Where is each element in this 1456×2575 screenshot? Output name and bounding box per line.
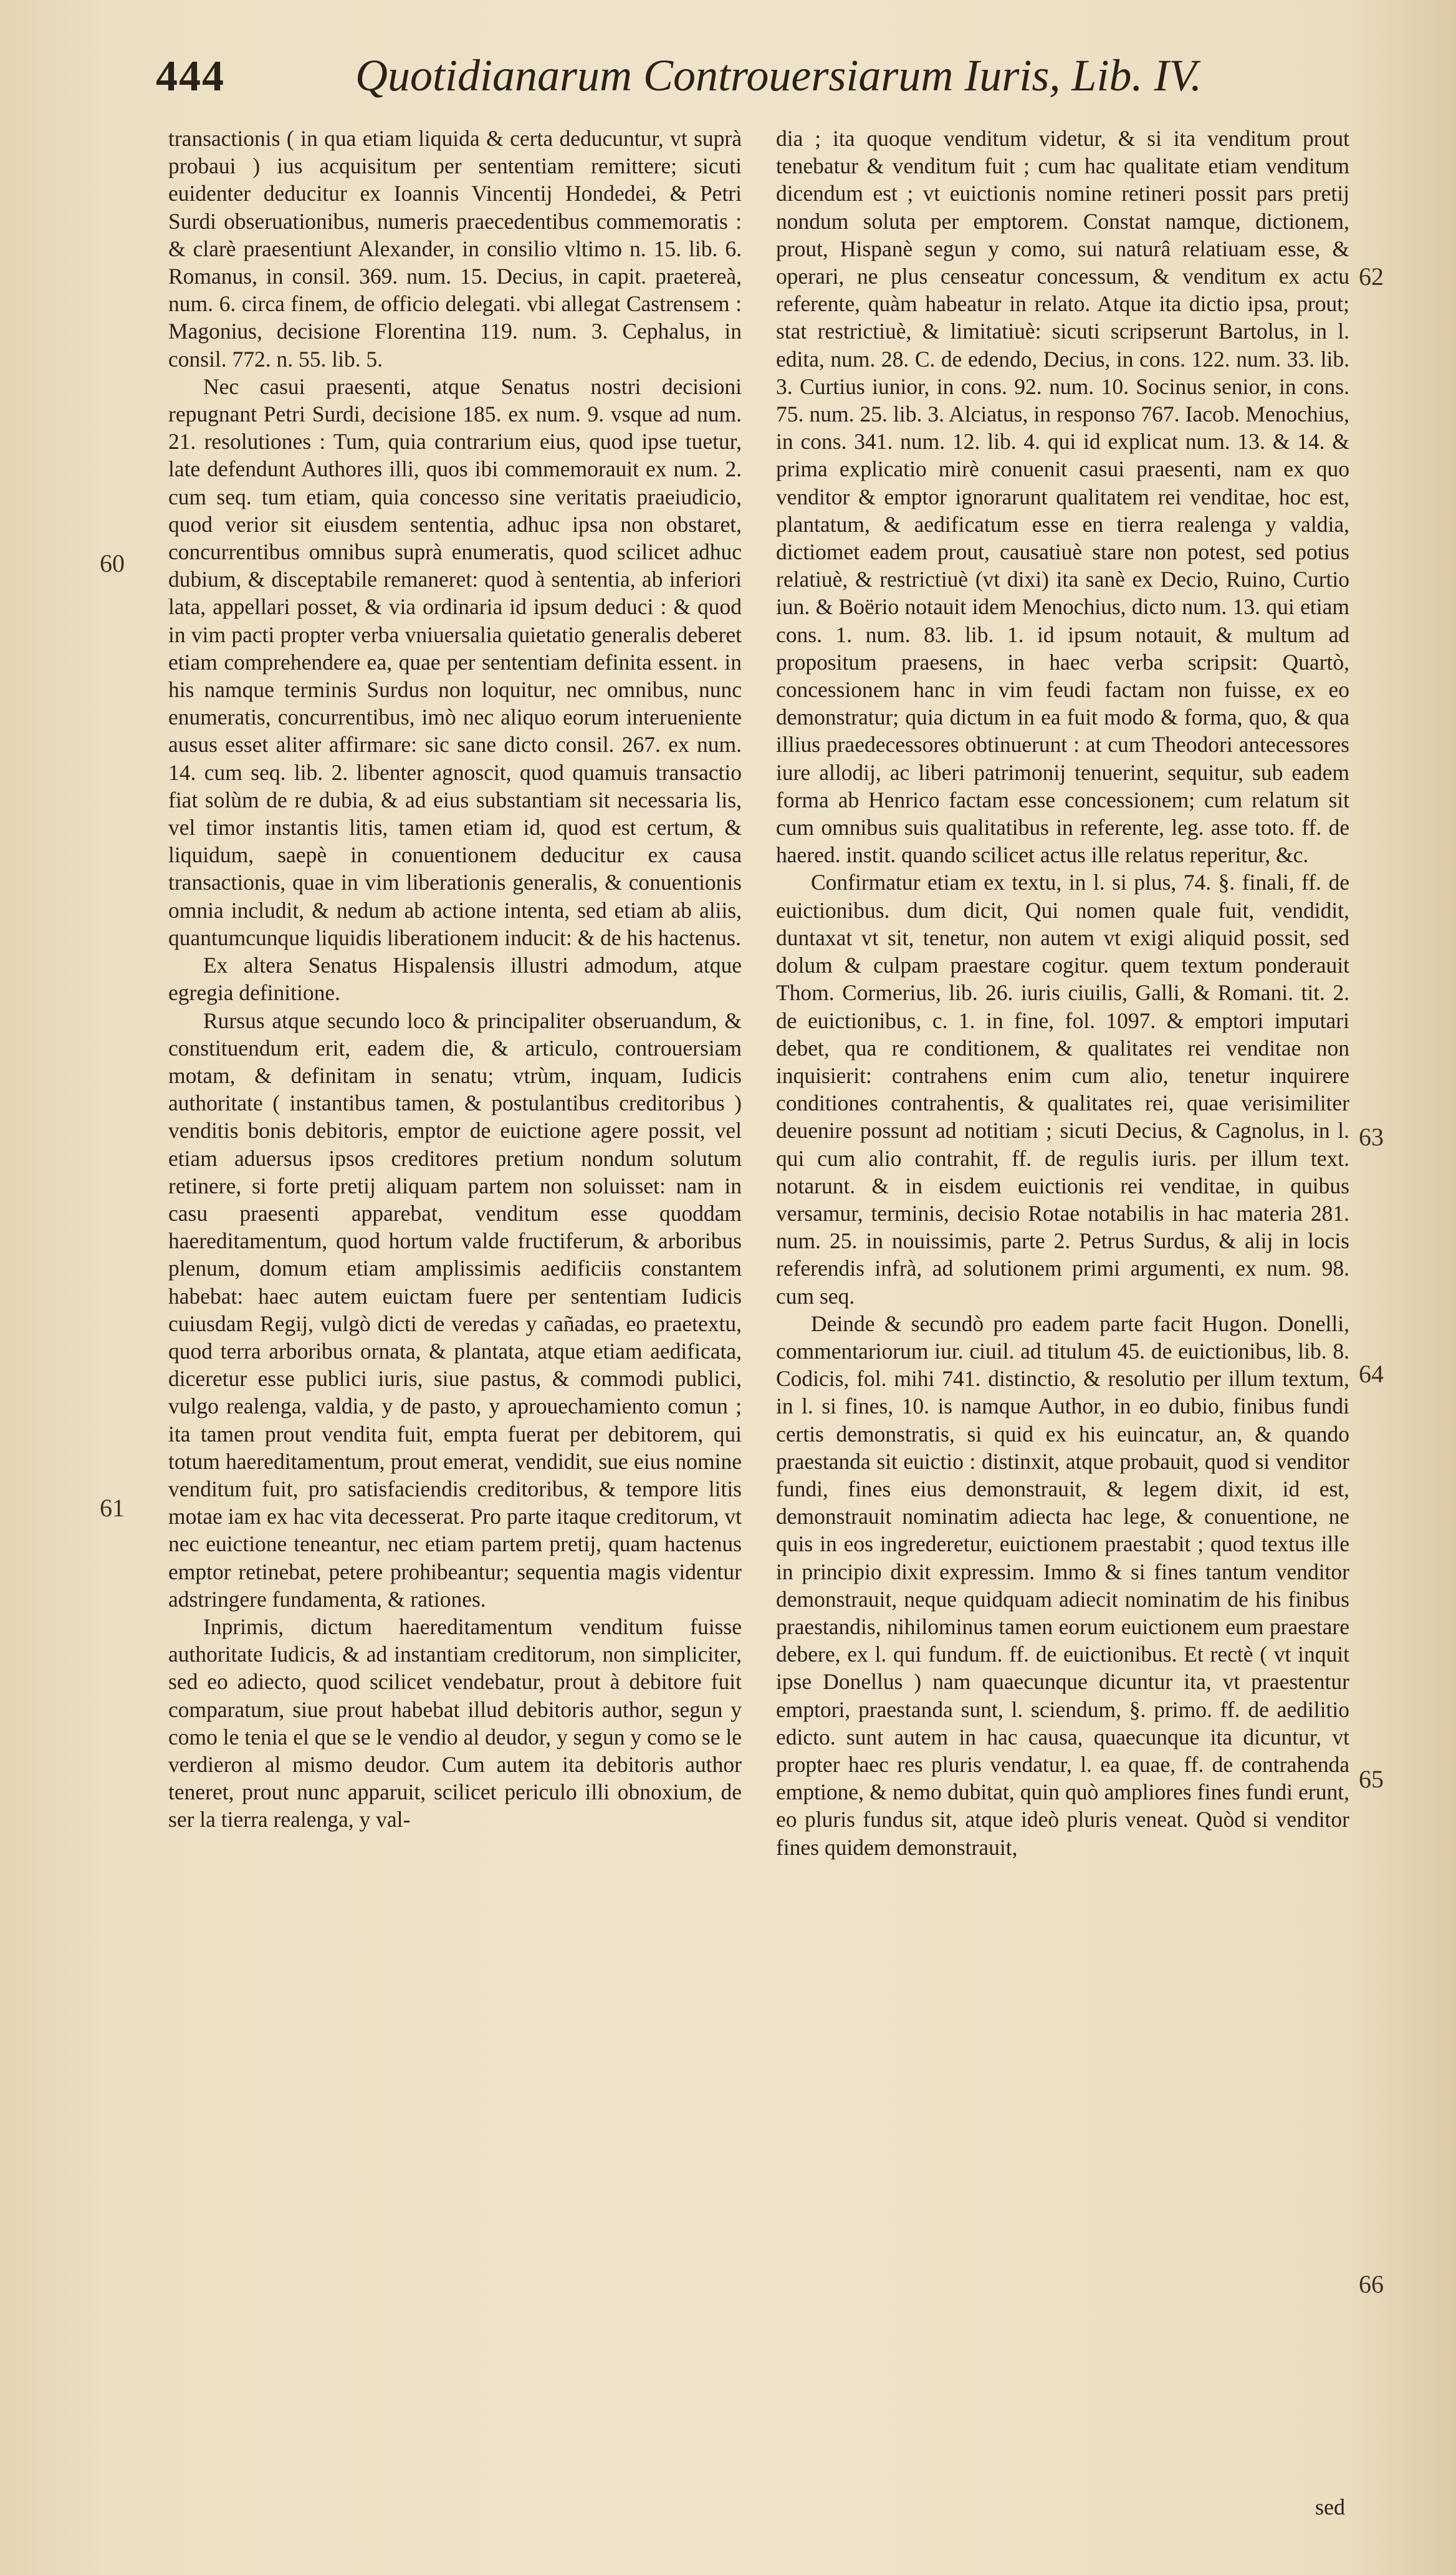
- paragraph: Rursus atque secundo loco & principaliter obseruandum, & constituendum erit, eadem die, & articulo, controuersiam motam, & definitam in senatu; vtrùm, inquam, Iudicis authoritate ( instantibus tamen, & postulantibus creditoribus ) venditis bonis debitoris, emptor de euictione agere possit, vel etiam aduersus ipsos creditores pretium nondum solutum retinere, si forte pretij aliquam partem non soluisset: nam in casu praesenti apparebat, venditum esse quoddam haereditamentum, quod hortum valde fructiferum, & arboribus plenum, domum etiam amplissimis aedificiis constantem habebat: haec autem euictam fuere per sententiam Iudicis cuiusdam Regij, vulgò dicti de veredas y cañadas, eo praetextu, quod terra arboribus ornata, & plantata, atque etiam aedificata, diceretur esse publici iuris, siue pastus, & commodi publici, vulgo realenga, valdia, y de pasto, y aprouechamiento comun ; ita tamen prout vendita fuit, empta fuerat per debitorem, qui totum haereditamentum, prout emerat, vendidit, sue eius nomine venditum fuit, pro satisfaciendis creditoribus, & tempore litis motae iam ex hac vita decesserat. Pro parte itaque creditorum, vt nec euictione teneantur, nec etiam partem pretij, quam hactenus emptor retinebat, petere prohibeantur; sequentia magis videntur adstringere fundamenta, & rationes.: [168, 1008, 742, 1612]
- right-column: [776, 125, 1349, 2538]
- margin-number: 61: [100, 1494, 125, 1522]
- catchword: sed: [1315, 2495, 1345, 2520]
- paragraph: Ex altera Senatus Hispalensis illustri admodum, atque egregia definitione.: [168, 953, 742, 1006]
- margin-number: 64: [1359, 1360, 1384, 1388]
- page-number: 444: [156, 52, 225, 100]
- paragraph: transactionis ( in qua etiam liquida & certa deducuntur, vt suprà probaui ) ius acquisitum per sententiam remittere; sicuti euidenter deducitur ex Ioannis Vincentij Hondedei, & Petri Surdi obseruationibus, numeris praecedentibus commemoratis : & clarè praesentiunt Alexander, in consilio vltimo n. 15. lib. 6. Romanus, in consil. 369. num. 15. Decius, in capit. praetereà, num. 6. circa finem, de officio delegati. vbi allegat Castrensem : Magonius, decisione Florentina 119. num. 3. Cephalus, in consil. 772. n. 55. lib. 5.: [168, 126, 742, 372]
- paragraph: Inprimis, dictum haereditamentum venditum fuisse authoritate Iudicis, & ad instantiam creditorum, non simpliciter, sed eo adiecto, quod scilicet vendebatur, prout à debitore fuit comparatum, siue prout habebat illud debitoris author, segun y como le tenia el que se le vendio al deudor, y segun y como se le verdieron al mismo deudor. Cum autem ita debitoris author teneret, prout nunc apparuit, scilicet periculo illi obnoxium, de ser la tierra realenga, y val-: [168, 1614, 742, 1832]
- paragraph: dia ; ita quoque venditum videtur, & si ita venditum prout tenebatur & venditum fuit ; cum hac qualitate etiam venditum dicendum est ; vt euictionis nomine retineri possit pars pretij nondum soluta per emptorem. Constat namque, dictionem, prout, Hispanè segun y como, sui naturâ relatiuam esse, & operari, ne plus censeatur concessum, & venditum ex actu referente, quàm habeatur in relato. Atque ita dictio ipsa, prout; stat restrictiuè, & limitatiuè: sicuti scripserunt Bartolus, in l. edita, num. 28. C. de edendo, Decius, in cons. 122. num. 33. lib. 3. Curtius iunior, in cons. 92. num. 10. Socinus senior, in cons. 75. num. 25. lib. 3. Alciatus, in responso 767. Iacob. Menochius, in cons. 341. num. 12. lib. 4. qui id explicat num. 13. & 14. & prima explicatio mirè conuenit casui praesenti, nam ex quo venditor & emptor ignorarunt qualitatem rei venditae, hoc est, plantatum, & aedificatum esse en tierra realenga y valdia, dictiomet eadem prout, causatiuè stare non potest, sed potius relatiuè, & restrictiuè (vt dixi) ita sanè ex Decio, Ruino, Curtio iun. & Boërio notauit idem Menochius, dicto num. 13. qui etiam cons. 1. num. 83. lib. 1. id ipsum notauit, & multum ad propositum praesens, in haec verba scripsit: Quartò, concessionem hanc in vim feudi factam non fuisse, ex eo demonstratur; quia dictum in ea fuit modo & forma, quo, & qua illius praedecessores obtinuerunt : at cum Theodori antecessores iure allodij, ac liberi patrimonij tenuerint, sequitur, sub eadem forma ab Henrico factam esse concessionem; cum relatum sit cum omnibus suis qualitatibus in referente, leg. asse toto. ff. de haered. instit. quando scilicet actus ille relatus reperitur, &c.: [776, 126, 1349, 868]
- left-column: [168, 125, 742, 2538]
- paragraph: Deinde & secundò pro eadem parte facit Hugon. Donelli, commentariorum iur. ciuil. ad titulum 45. de euictionibus, lib. 8. Codicis, fol. mihi 741. distinctio, & resolutio per illum textum, in l. si fines, 10. is namque Author, in eo dubio, finibus fundi certis demonstratis, si quid ex his euincatur, an, & quando praestanda sit euictio : distinxit, atque probauit, quod si venditor fundi, fines eius demonstrauit, & legem dixit, id est, demonstrauit nominatim adiecta hac lege, & conuentione, ne quis in eos ingrederetur, euictionem praestabit ; quod textus ille in principio dixit expressim. Immo & si fines tantum venditor demonstrauit, neque quidquam adiecit nominatim de his finibus praestandis, nihilominus tamen eorum euictionem eum praestare debere, ex l. qui fundum. ff. de euictionibus. Et rectè ( vt inquit ipse Donellus ) nam quaecunque dicuntur ita, vt praestentur emptori, praestanda sunt, l. sciendum, §. primo. ff. de aedilitio edicto. sunt autem in hac causa, quaecunque ita dicuntur, vt propter haec res pluris vendatur, l. ea quae, ff. de contrahenda emptione, & nemo dubitat, quin quò ampliores fines fundi erunt, eo pluris fundus sit, atque ideò pluris veneat. Quòd si venditor fines quidem demonstrauit,: [776, 1311, 1349, 1860]
- page-header: [156, 50, 1340, 118]
- margin-number: 63: [1359, 1123, 1384, 1151]
- running-title: Quotidianarum Controuersiarum Iuris, Lib. IV.: [355, 51, 1202, 100]
- margin-number: 60: [100, 549, 125, 577]
- margin-number: 62: [1359, 262, 1384, 291]
- margin-number: 65: [1359, 1765, 1384, 1793]
- paragraph: Confirmatur etiam ex textu, in l. si plus, 74. §. finali, ff. de euictionibus. dum dicit, Qui nomen quale fuit, vendidit, duntaxat vt sit, tenetur, non autem vt exigi aliquid possit, sed dolum & culpam praestare cogitur. quem textum ponderauit Thom. Cormerius, lib. 26. iuris ciuilis, Galli, & Romani. tit. 2. de euictionibus, c. 1. in fine, fol. 1097. & emptori imputari debet, qua re conditionem, & qualitates rei venditae non inquisierit: contrahens enim cum alio, tenetur inquirere conditiones contrahentis, & qualitates rei, quae verisimiliter deuenire possunt ad notitiam ; sicuti Decius, & Cagnolus, in l. qui cum alio contrahit, ff. de regulis iuris. per illum text. notarunt. & in eisdem euictionis rei venditae, in quibus versamur, terminis, decisio Rotae notabilis in hac materia 281. num. 25. in nouissimis, parte 2. Petrus Surdus, & alij in locis referendis infrà, ad solutionem primi argumenti, ex num. 98. cum seq.: [776, 870, 1349, 1309]
- paragraph: Nec casui praesenti, atque Senatus nostri decisioni repugnant Petri Surdi, decisione 185. ex num. 9. vsque ad num. 21. resolutiones : Tum, quia contrarium eius, quod ipse tuetur, late defendunt Authores illi, quos ibi commemorauit ex num. 2. cum seq. tum etiam, quia concesso sine veritatis praeiudicio, quod verior sit eiusdem sententia, adhuc ipsa non obstaret, concurrentibus omnibus suprà enumeratis, quod scilicet adhuc dubium, & disceptabile remaneret: quod à sententia, ab inferiori lata, appellari posset, & via ordinaria id ipsum deduci : & quod in vim pacti propter verba vniuersalia quietatio generalis deberet etiam comprehendere ea, quae per sententiam definita essent. in his namque terminis Surdus non loquitur, nec omnibus, nunc enumeratis, concurrentibus, imò nec aliquo eorum interueniente ausus esset aliter affirmare: sic sane dicto consil. 267. ex num. 14. cum seq. lib. 2. libenter agnoscit, quod quamuis transactio fiat solùm de re dubia, & ad eius substantiam sit necessaria lis, vel timor instantis litis, tamen etiam id, quod est certum, & liquidum, saepè in conuentionem deducitur ex causa transactionis, quae in vim liberationis generalis, & conuentionis omnia includit, & nedum ab actione intenta, sed etiam ab aliis, quantumcunque liquidis liberationem inducit: & de his hactenus.: [168, 373, 742, 950]
- margin-number: 66: [1359, 2270, 1384, 2298]
